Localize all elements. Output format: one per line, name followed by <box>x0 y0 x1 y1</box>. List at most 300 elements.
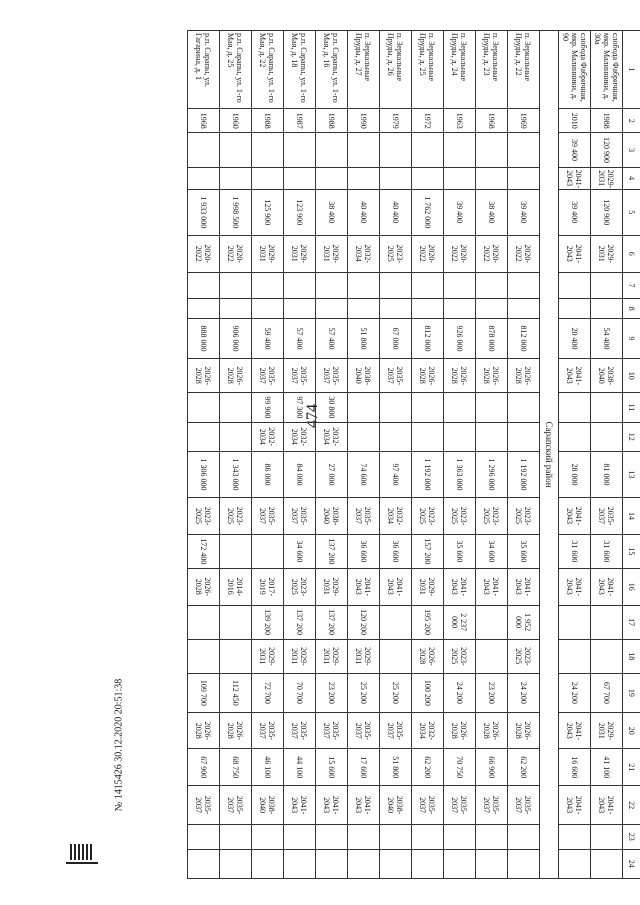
table-cell <box>476 133 508 167</box>
table-row <box>476 31 508 879</box>
table-cell: 2041-2043 <box>559 786 591 825</box>
table-cell <box>476 167 508 189</box>
table-cell <box>252 299 284 319</box>
table-row <box>412 31 444 879</box>
table-cell: 25 200 <box>348 673 380 712</box>
page-number: 474 <box>304 404 321 428</box>
table-cell: 123 900 <box>284 189 316 235</box>
table-cell: 2023-2025 <box>508 498 540 535</box>
table-cell: 2020-2022 <box>220 235 252 272</box>
table-cell: 2035-2037 <box>380 712 412 749</box>
table-cell <box>444 849 476 879</box>
table-cell: 2026-2028 <box>188 712 220 749</box>
table-cell: 2026-2028 <box>444 359 476 393</box>
table-cell: 54 400 <box>591 318 623 358</box>
table-cell: 2029-2031 <box>591 235 623 272</box>
table-cell <box>220 133 252 167</box>
table-cell <box>412 393 444 422</box>
table-cell: 1988 <box>316 109 348 133</box>
table-cell <box>444 422 476 451</box>
table-cell: 70 750 <box>444 749 476 786</box>
table-cell: 2035-2037 <box>220 786 252 825</box>
table-cell: п. Зеркальные Пруды, д. 23 <box>476 31 508 109</box>
table-cell: п. Зеркальные Пруды, д. 24 <box>444 31 476 109</box>
table-cell: 97 300 <box>284 393 316 422</box>
table-cell: 2041-2043 <box>591 568 623 605</box>
table-cell: 2035-2037 <box>284 712 316 749</box>
table-cell: 2020-2022 <box>412 235 444 272</box>
table-cell <box>412 272 444 299</box>
table-cell: 2032-2034 <box>252 422 284 451</box>
table-cell: 2041-2043 <box>476 568 508 605</box>
table-cell: 2020-2022 <box>476 235 508 272</box>
table-cell <box>380 639 412 673</box>
table-cell: 1 192 000 <box>508 451 540 497</box>
table-cell <box>476 272 508 299</box>
table-cell: 2041-2043 <box>508 568 540 605</box>
table-cell: 35 600 <box>444 534 476 568</box>
table-cell: 2035-2037 <box>591 498 623 535</box>
table-cell <box>508 133 540 167</box>
table-cell <box>284 849 316 879</box>
table-cell <box>444 299 476 319</box>
table-cell: 137 200 <box>316 605 348 639</box>
table-cell <box>412 422 444 451</box>
table-cell: 1 952 000 <box>508 605 540 639</box>
table-cell: 25 200 <box>380 673 412 712</box>
table-cell: 15 600 <box>316 749 348 786</box>
column-header: 17 <box>623 605 640 639</box>
table-cell: 2041-2043 <box>444 568 476 605</box>
table-cell: 31 600 <box>591 534 623 568</box>
table-cell <box>559 605 591 639</box>
table-cell: 2017-2019 <box>252 568 284 605</box>
table-cell <box>508 849 540 879</box>
table-cell: 40 400 <box>380 189 412 235</box>
table-cell <box>444 133 476 167</box>
table-cell: 1979 <box>380 109 412 133</box>
column-header: 11 <box>623 393 640 422</box>
table-cell <box>188 167 220 189</box>
table-cell <box>220 849 252 879</box>
table-cell: 31 600 <box>559 534 591 568</box>
table-cell: 2020-2022 <box>508 235 540 272</box>
table-cell: 1990 <box>348 109 380 133</box>
table-cell <box>508 422 540 451</box>
table-cell: 81 000 <box>591 451 623 497</box>
table-cell <box>220 167 252 189</box>
table-cell: 2023-2025 <box>220 498 252 535</box>
table-cell: п. Зеркальные Пруды, д. 27 <box>348 31 380 109</box>
table-cell: 2041-2043 <box>284 786 316 825</box>
table-cell: 125 900 <box>252 189 284 235</box>
table-cell: 888 000 <box>188 318 220 358</box>
table-cell <box>188 393 220 422</box>
section-title: Сарапский район <box>540 31 559 879</box>
table-cell: 120 900 <box>591 189 623 235</box>
table-cell <box>220 825 252 849</box>
table-cell <box>476 393 508 422</box>
column-header: 9 <box>623 318 640 358</box>
table-cell: 2010 <box>559 109 591 133</box>
table-cell <box>380 299 412 319</box>
table-cell: 1 933 000 <box>188 189 220 235</box>
table-cell: 2035-2037 <box>252 498 284 535</box>
table-cell: 2035-2037 <box>380 359 412 393</box>
table-cell <box>188 272 220 299</box>
table-cell: 2038-2040 <box>252 786 284 825</box>
table-row <box>188 31 220 879</box>
column-header: 21 <box>623 749 640 786</box>
table-cell: 2026-2028 <box>220 712 252 749</box>
column-header: 13 <box>623 451 640 497</box>
table-cell: 2035-2037 <box>316 712 348 749</box>
table-cell: 926 000 <box>444 318 476 358</box>
table-cell: 2038-2040 <box>348 359 380 393</box>
table-cell: 1 998 500 <box>220 189 252 235</box>
table-cell: 39 400 <box>559 189 591 235</box>
table-cell: 1 762 000 <box>412 189 444 235</box>
table-cell <box>284 167 316 189</box>
table-cell <box>591 393 623 422</box>
table-cell <box>476 422 508 451</box>
table-cell: п. Зеркальные Пруды, д. 22 <box>508 31 540 109</box>
table-cell <box>476 825 508 849</box>
table-cell: 1968 <box>476 109 508 133</box>
table-cell <box>284 133 316 167</box>
table-cell: 99 900 <box>252 393 284 422</box>
table-cell <box>591 849 623 879</box>
table-cell: р.п. Сарапы, ул. 1-го Мая, д. 25 <box>220 31 252 109</box>
table-cell: 46 100 <box>252 749 284 786</box>
table-cell: 59 400 <box>252 318 284 358</box>
table-cell <box>412 299 444 319</box>
table-cell <box>508 272 540 299</box>
table-cell: 1988 <box>252 109 284 133</box>
table-cell: 44 100 <box>284 749 316 786</box>
table-cell <box>508 299 540 319</box>
table-cell <box>252 849 284 879</box>
table-cell: 2035-2037 <box>188 786 220 825</box>
table-cell: 172 400 <box>188 534 220 568</box>
table-cell <box>316 133 348 167</box>
table-cell <box>252 272 284 299</box>
table-cell <box>220 299 252 319</box>
column-header: 8 <box>623 299 640 319</box>
table-cell: 2041-2043 <box>559 359 591 393</box>
table-cell <box>444 167 476 189</box>
table-cell: 112 450 <box>220 673 252 712</box>
table-cell <box>559 422 591 451</box>
table-cell: 2023-2025 <box>508 639 540 673</box>
table-cell <box>380 825 412 849</box>
table-cell <box>559 299 591 319</box>
table-cell: 38 400 <box>476 189 508 235</box>
table-cell <box>591 299 623 319</box>
table-cell: 1 306 000 <box>188 451 220 497</box>
table-cell: 2029-2031 <box>316 235 348 272</box>
table-cell: 72 700 <box>252 673 284 712</box>
table-cell: 2029-2031 <box>284 235 316 272</box>
table-cell: 51 800 <box>380 749 412 786</box>
table-cell: 2041-2043 <box>591 786 623 825</box>
table-cell: 16 600 <box>559 749 591 786</box>
table-cell: 2038-2040 <box>591 359 623 393</box>
table-cell: 2035-2037 <box>348 498 380 535</box>
table-cell: 67 000 <box>380 318 412 358</box>
column-header: 16 <box>623 568 640 605</box>
table-cell: 57 400 <box>316 318 348 358</box>
table-cell: 2029-2031 <box>316 568 348 605</box>
table-cell: 195 200 <box>412 605 444 639</box>
table-cell <box>316 272 348 299</box>
table-cell <box>412 167 444 189</box>
table-cell <box>380 422 412 451</box>
table-cell <box>316 299 348 319</box>
table-cell: 2035-2037 <box>348 712 380 749</box>
table-cell <box>412 825 444 849</box>
table-cell <box>476 639 508 673</box>
table-cell: 97 400 <box>380 451 412 497</box>
table-cell: 40 400 <box>348 189 380 235</box>
table-cell: 2026-2028 <box>476 712 508 749</box>
table-cell: 120 900 <box>591 133 623 167</box>
table-cell: 1987 <box>284 109 316 133</box>
table-cell: 2029-2031 <box>591 167 623 189</box>
table-cell <box>476 849 508 879</box>
table-cell: 2023-2025 <box>188 498 220 535</box>
table-cell: 2020-2022 <box>444 235 476 272</box>
table-cell: 39 400 <box>508 189 540 235</box>
table-cell: 51 800 <box>348 318 380 358</box>
table-cell: 812 000 <box>508 318 540 358</box>
column-header: 7 <box>623 272 640 299</box>
table-cell <box>559 825 591 849</box>
column-header: 6 <box>623 235 640 272</box>
table-cell <box>348 849 380 879</box>
table-cell: 2041-2043 <box>380 568 412 605</box>
table-cell <box>412 849 444 879</box>
table-cell <box>591 825 623 849</box>
table-cell <box>252 534 284 568</box>
table-row <box>220 31 252 879</box>
table-cell: 2023-2025 <box>380 235 412 272</box>
column-header: 18 <box>623 639 640 673</box>
table-cell <box>348 393 380 422</box>
table-cell: 2023-2025 <box>444 639 476 673</box>
table-cell: 68 750 <box>220 749 252 786</box>
table-cell: 1 343 000 <box>220 451 252 497</box>
table-row <box>252 31 284 879</box>
table-cell <box>591 422 623 451</box>
table-cell: 2035-2037 <box>444 786 476 825</box>
table-cell: р.п. Сарапы, ул. 1-го Мая, д. 18 <box>284 31 316 109</box>
table-cell <box>284 272 316 299</box>
table-cell <box>220 422 252 451</box>
table-cell: 2041-2043 <box>559 235 591 272</box>
table-cell: 137 200 <box>316 534 348 568</box>
table-cell: 139 200 <box>252 605 284 639</box>
column-header: 12 <box>623 422 640 451</box>
table-cell <box>508 825 540 849</box>
table-cell <box>591 272 623 299</box>
table-cell: 1969 <box>508 109 540 133</box>
table-cell <box>220 639 252 673</box>
table-cell: 57 400 <box>284 318 316 358</box>
table-cell <box>316 825 348 849</box>
table-cell: 1 363 000 <box>444 451 476 497</box>
table-cell: 906 000 <box>220 318 252 358</box>
table-row <box>559 31 591 879</box>
table-cell: 23 200 <box>316 673 348 712</box>
table-cell <box>220 605 252 639</box>
table-cell <box>252 133 284 167</box>
table-cell: 109 700 <box>188 673 220 712</box>
table-cell: 1968 <box>188 109 220 133</box>
table-cell: 157 200 <box>412 534 444 568</box>
table-cell: 100 200 <box>412 673 444 712</box>
table-cell: 2023-2025 <box>444 498 476 535</box>
table-cell: 2038-2040 <box>316 498 348 535</box>
table-cell: 2029-2031 <box>316 639 348 673</box>
table-cell: 2026-2028 <box>220 359 252 393</box>
table-cell: 2026-2028 <box>444 712 476 749</box>
table-cell: 878 000 <box>476 318 508 358</box>
table-cell: 2023-2025 <box>476 498 508 535</box>
table-cell <box>188 849 220 879</box>
table-cell <box>559 639 591 673</box>
table-cell: 137 200 <box>284 605 316 639</box>
table-cell: 20 400 <box>559 318 591 358</box>
table-cell: р.п. Сарапы, ул. Гагарина, д. 1 <box>188 31 220 109</box>
table-cell: 67 700 <box>591 673 623 712</box>
section-row <box>540 31 559 879</box>
table-cell <box>252 167 284 189</box>
table-cell: 36 600 <box>348 534 380 568</box>
table-cell: п. Зеркальные Пруды, д. 26 <box>380 31 412 109</box>
table-cell <box>316 167 348 189</box>
table-cell: 2029-2031 <box>284 639 316 673</box>
table-cell <box>284 825 316 849</box>
table-cell: 41 100 <box>591 749 623 786</box>
table-cell: 2026-2028 <box>188 568 220 605</box>
table-cell: 2020-2022 <box>188 235 220 272</box>
table-cell <box>348 825 380 849</box>
table-cell <box>348 299 380 319</box>
table-cell: 28 000 <box>559 451 591 497</box>
table-cell: 2035-2037 <box>252 712 284 749</box>
table-cell: 27 000 <box>316 451 348 497</box>
table-cell: 2 237 000 <box>444 605 476 639</box>
table-cell: 2032-2034 <box>284 422 316 451</box>
table-cell <box>348 167 380 189</box>
table-cell: 17 600 <box>348 749 380 786</box>
table-cell <box>380 133 412 167</box>
table-cell: 1972 <box>412 109 444 133</box>
table-cell: 2035-2037 <box>476 786 508 825</box>
table-cell <box>220 393 252 422</box>
table-cell <box>348 272 380 299</box>
table-cell <box>348 422 380 451</box>
table-cell: 2029-2031 <box>348 639 380 673</box>
table-cell: 1 192 000 <box>412 451 444 497</box>
table-cell: 2014-2016 <box>220 568 252 605</box>
table-cell: 2041-2043 <box>348 568 380 605</box>
table-cell: 2026-2028 <box>412 639 444 673</box>
table-cell <box>220 272 252 299</box>
table-cell: 23 200 <box>476 673 508 712</box>
header-row <box>623 31 640 879</box>
table-cell: 2029-2031 <box>252 639 284 673</box>
table-cell: 67 900 <box>188 749 220 786</box>
table-cell <box>380 272 412 299</box>
table-cell <box>476 605 508 639</box>
table-cell: 39 400 <box>559 133 591 167</box>
table-cell: 2041-2043 <box>559 498 591 535</box>
table-cell <box>188 605 220 639</box>
table-cell: 2029-2031 <box>591 712 623 749</box>
table-cell: 1963 <box>444 109 476 133</box>
column-header: 10 <box>623 359 640 393</box>
table-cell: 2041-2043 <box>348 786 380 825</box>
table-row <box>348 31 380 879</box>
column-header: 14 <box>623 498 640 535</box>
table-cell: 2041-2043 <box>559 568 591 605</box>
table-cell <box>444 272 476 299</box>
table-cell: р.п. Сарапы, ул. 1-го Мая, д. 22 <box>252 31 284 109</box>
document-id-footer: № 1415426 30.12.2020 20:51:38 <box>113 678 125 812</box>
table-cell: 2026-2028 <box>188 359 220 393</box>
table-cell <box>591 639 623 673</box>
table-cell: 34 600 <box>284 534 316 568</box>
column-header: 19 <box>623 673 640 712</box>
table-cell: 2035-2037 <box>284 498 316 535</box>
table-cell <box>348 133 380 167</box>
table-cell <box>559 849 591 879</box>
table-cell <box>188 825 220 849</box>
table-cell: 2035-2037 <box>284 359 316 393</box>
table-cell: 2035-2037 <box>316 359 348 393</box>
table-cell: 120 200 <box>348 605 380 639</box>
table-cell: 2023-2025 <box>412 498 444 535</box>
table-cell: 2035-2037 <box>412 786 444 825</box>
table-cell: 24 200 <box>508 673 540 712</box>
table-cell <box>444 825 476 849</box>
table-cell: 66 900 <box>476 749 508 786</box>
column-header: 1 <box>623 31 640 109</box>
table-cell <box>559 272 591 299</box>
table-row <box>316 31 348 879</box>
table-cell: 2026-2028 <box>476 359 508 393</box>
table-cell: 2026-2028 <box>412 359 444 393</box>
table-cell: 2032-2034 <box>412 712 444 749</box>
table-cell <box>380 393 412 422</box>
table-cell: 2038-2040 <box>380 786 412 825</box>
table-cell: п. Зеркальные Пруды, д. 25 <box>412 31 444 109</box>
column-header: 3 <box>623 133 640 167</box>
table-row <box>508 31 540 879</box>
table-cell: 30 800 <box>316 393 348 422</box>
column-header: 5 <box>623 189 640 235</box>
table-cell: 34 600 <box>476 534 508 568</box>
table-row <box>444 31 476 879</box>
table-cell: 24 200 <box>444 673 476 712</box>
table-cell <box>559 393 591 422</box>
column-header: 15 <box>623 534 640 568</box>
table-cell <box>444 393 476 422</box>
table-cell: слобода Фабричная, мкр. Малинники, д. 90 <box>559 31 591 109</box>
table-cell <box>252 825 284 849</box>
